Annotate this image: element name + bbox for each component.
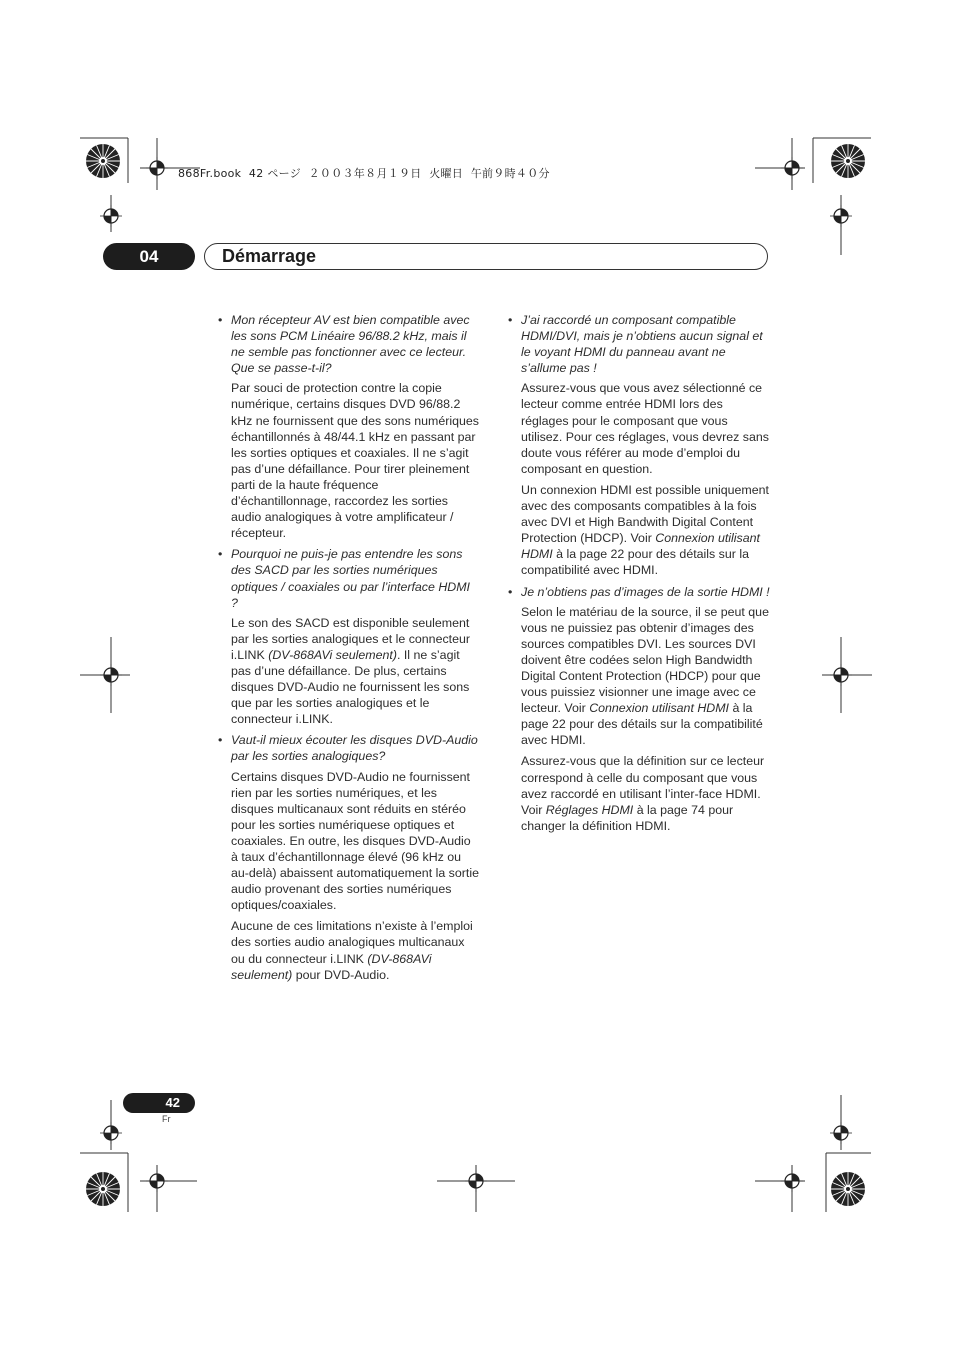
registration-target-icon xyxy=(830,1122,852,1144)
starburst-mark-top-left xyxy=(86,144,120,178)
faq-item xyxy=(218,312,480,541)
bullet: • xyxy=(218,547,223,562)
model-note: (DV-868AVi seulement) xyxy=(231,951,432,982)
faq-answer xyxy=(231,615,480,728)
registration-target-icon xyxy=(830,664,852,686)
model-note: (DV-868AVi seulement) xyxy=(268,647,397,662)
answer-text: Un connexion HDMI est possible uniquement avec des composants compatibles à la fois avec DVI et High Bandwith Digital Content Protection (HDCP). Voir xyxy=(521,482,769,546)
chapter-header xyxy=(204,243,768,270)
answer-text: Le son des SACD est disponible seulement par les sorties analogiques et le connecteur i.LINK xyxy=(231,615,471,662)
faq-answer: Assurez-vous que vous avez sélectionné ce lecteur comme entrée HDMI lors des réglages pour le composant que vous utilisez. Pour ces réglages, vous devrez sans doute vous référer au mode d’emploi du composant en question. xyxy=(521,381,769,476)
registration-target-icon xyxy=(100,1122,122,1144)
bullet: • xyxy=(508,584,513,599)
starburst-mark-bottom-left xyxy=(86,1172,120,1206)
faq-question: Je n’obtiens pas d’images de la sortie HDMI ! xyxy=(521,584,770,599)
faq-question: Pourquoi ne puis-je pas entendre les sons des SACD par les sorties numériques optiques / coaxiales ou par l’interface HDMI ? xyxy=(231,547,470,610)
answer-text: Aucune de ces limitations n’existe à l’emploi des sorties audio analogiques multicanaux ou du connecteur i.LINK xyxy=(231,919,473,966)
faq-question: Vaut-il mieux écouter les disques DVD-Audio par les sorties analogiques? xyxy=(231,733,478,764)
cross-reference: Connexion utilisant HDMI xyxy=(589,701,729,716)
faq-answer: Par souci de protection contre la copie numérique, certains disques DVD 96/88.2 kHz ne fournissent que des sons numériques échantillonnés à 48/44.1 kHz en passant par les sorties optiques et coaxiales. Il ne s’agit pas d’une défaillance. Pour tirer pleinement parti de la haute fréquence d’échantillonnage, raccordez les sorties audio analogiques à votre amplificateur / récepteur. xyxy=(231,381,479,541)
answer-text: pour DVD-Audio. xyxy=(292,967,390,982)
registration-target-icon xyxy=(100,664,122,686)
registration-target-icon xyxy=(146,157,168,179)
cross-reference: Réglages HDMI xyxy=(545,802,634,817)
faq-answer xyxy=(521,753,772,833)
bottom-crop-marks xyxy=(80,1095,871,1212)
starburst-mark-bottom-right xyxy=(831,1172,865,1206)
page-number: 42 xyxy=(123,1093,195,1113)
faq-answer: Certains disques DVD-Audio ne fournissent rien par les sorties numériques, et les disques multicanaux sont réduits en stéréo pour les sorties numériquese optiques et coaxiales. En outre, les disques DVD-Audio à taux d’échantillonnage élevé (96 kHz ou au-delà) abaissent automatiquement la sortie audio provenant des sorties numériques optiques/coaxiales. xyxy=(231,769,479,913)
starburst-mark-top-right xyxy=(831,144,865,178)
registration-target-icon xyxy=(781,1170,803,1192)
faq-answer xyxy=(521,482,772,579)
faq-question: Mon récepteur AV est bien compatible avec les sons PCM Linéaire 96/88.2 kHz, mais il ne semble pas fonctionner avec ce lecteur. Que se passe-t-il? xyxy=(231,313,470,376)
faq-item xyxy=(508,584,772,834)
registration-target-icon xyxy=(830,205,852,227)
registration-target-icon xyxy=(781,157,803,179)
bullet: • xyxy=(508,313,513,327)
faq-item xyxy=(218,732,480,982)
answer-text: à la page 74 pour changer la définition HDMI. xyxy=(521,802,734,833)
faq-item xyxy=(508,312,772,579)
answer-text: à la page 22 pour des détails sur la compatibilité avec HDMI. xyxy=(521,547,749,578)
cross-reference: Connexion utilisant HDMI xyxy=(521,531,760,562)
registration-target-icon xyxy=(146,1170,168,1192)
left-column xyxy=(218,312,480,988)
registration-target-icon xyxy=(465,1170,487,1192)
bullet: • xyxy=(218,733,223,748)
answer-text: . Il ne s’agit pas d’une défaillance. De plus, certains disques DVD-Audio ne fournissent les sons que par les sorties analogiques et le connecteur i.LINK. xyxy=(231,647,470,727)
answer-text: Selon le matériau de la source, il se peut que vous ne puissiez pas obtenir d’images des sources compatibles DVI. Les sources DVI doivent être codées selon High Bandwidth Digital Content Protection (HDCP) pour que vous puissiez visionner une image avec ce lecteur. Voir xyxy=(521,604,769,716)
bullet: • xyxy=(218,313,223,327)
faq-answer xyxy=(231,918,480,982)
chapter-title: Démarrage xyxy=(222,246,317,266)
faq-answer xyxy=(521,604,772,749)
faq-question: J’ai raccordé un composant compatible HDMI/DVI, mais je n’obtiens aucun signal et le voyant HDMI du panneau avant ne s’allume pas ! xyxy=(521,313,763,376)
language-code: Fr xyxy=(162,1114,171,1124)
answer-text: à la page 22 pour des détails sur la compatibilité avec HDMI. xyxy=(521,701,763,748)
faq-item xyxy=(218,546,480,727)
top-crop-marks xyxy=(80,138,871,255)
print-slug: 868Fr.book 42 ページ ２００３年８月１９日 火曜日 午前９時４０分 xyxy=(178,167,550,180)
answer-text: Assurez-vous que la définition sur ce lecteur correspond à celle du composant que vous avez raccordé en utilisant l’inter-face HDMI. Voir xyxy=(521,754,765,817)
registration-target-icon xyxy=(100,205,122,227)
right-column xyxy=(508,312,772,839)
chapter-number: 04 xyxy=(103,243,195,270)
